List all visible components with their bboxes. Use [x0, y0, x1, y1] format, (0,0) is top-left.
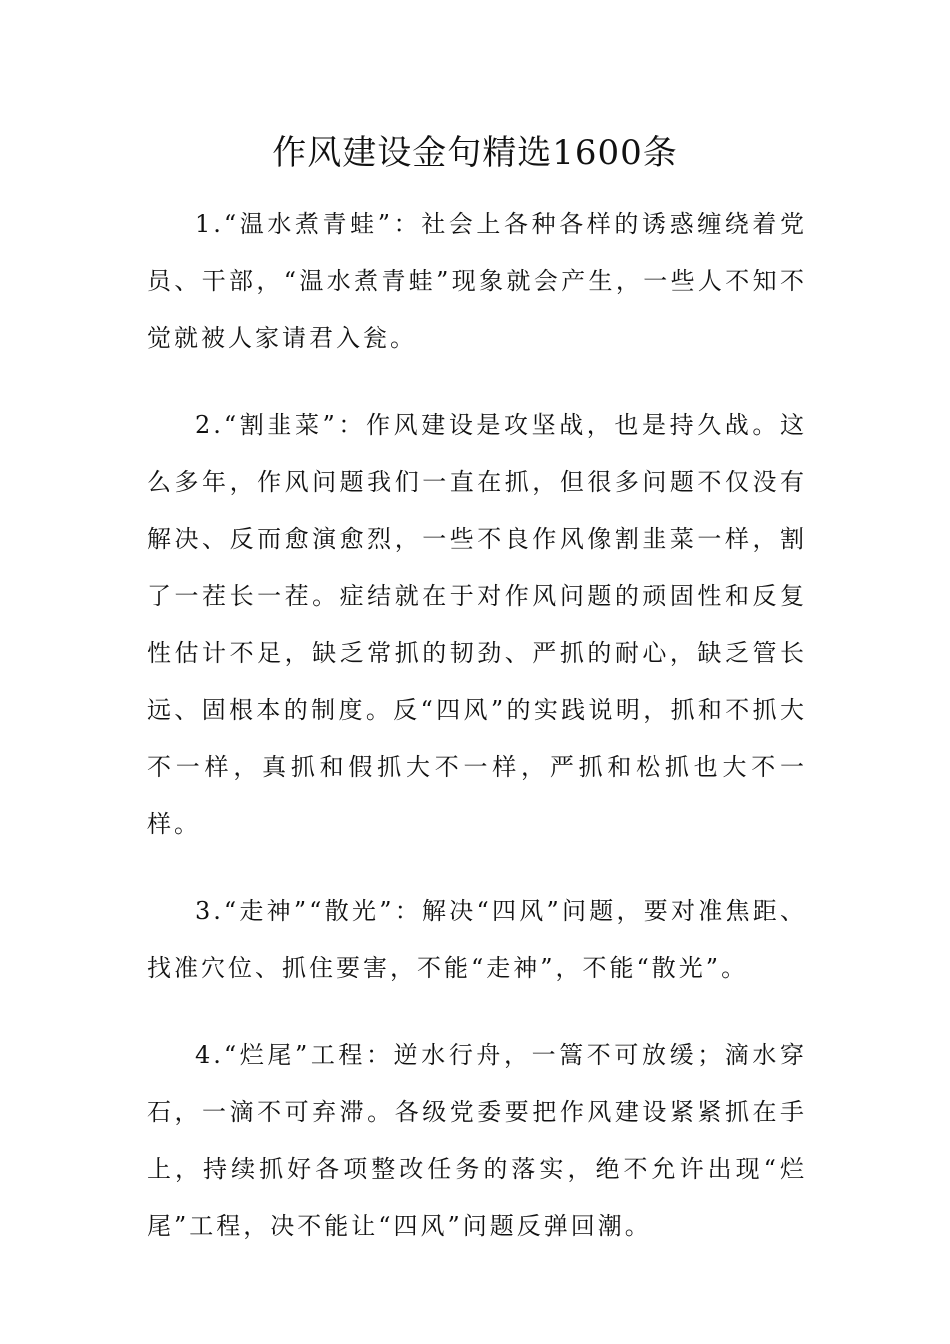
document-title: 作风建设金句精选1600条 — [272, 133, 678, 173]
paragraph-3: 3.“走神”“散光”：解决“四风”问题，要对准焦距、找准穴位、抓住要害，不能“走神”，不能“散光”。 — [147, 897, 807, 982]
paragraph-2: 2.“割韭菜”：作风建设是攻坚战，也是持久战。这么多年，作风问题我们一直在抓，但很多问题不仅没有解决、反而愈演愈烈，一些不良作风像割韭菜一样，割了一茬长一茬。症结就在于对作风问题的顽固性和反复性估计不足，缺乏常抓的韧劲、严抓的耐心，缺乏管长远、固根本的制度。反“四风”的实践说明，抓和不抓大不一样，真抓和假抓大不一样，严抓和松抓也大不一样。 — [147, 411, 807, 838]
paragraph-1: 1.“温水煮青蛙”：社会上各种各样的诱惑缠绕着党员、干部，“温水煮青蛙”现象就会产生，一些人不知不觉就被人家请君入瓮。 — [147, 210, 807, 352]
document-body — [147, 196, 807, 1255]
paragraph-4: 4.“烂尾”工程：逆水行舟，一篙不可放缓；滴水穿石，一滴不可弃滞。各级党委要把作风建设紧紧抓在手上，持续抓好各项整改任务的落实，绝不允许出现“烂尾”工程，决不能让“四风”问题反弹回潮。 — [147, 1041, 807, 1240]
